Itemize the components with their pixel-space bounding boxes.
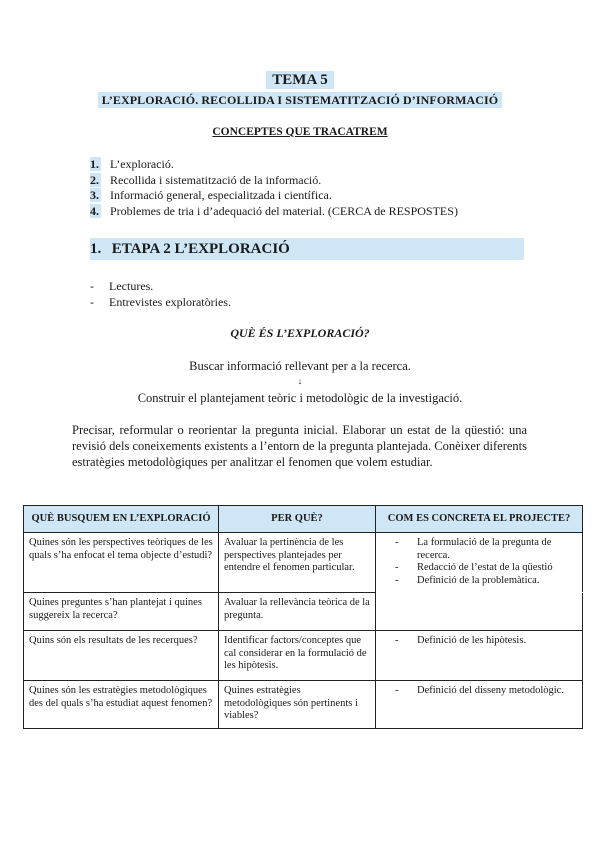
cell-list [381, 685, 577, 698]
section-question: QUÈ ÉS L’EXPLORACIÓ? [230, 326, 370, 340]
list-item-text: La formulació de la pregunta de recerca. [417, 537, 552, 561]
list-item [90, 279, 231, 295]
table-cell: Quines preguntes s’han plantejat i quines suggereix la recerca? [24, 593, 219, 631]
list-item [90, 188, 458, 204]
list-item-text: Redacció de l’estat de la qüestió [417, 562, 553, 573]
list-item: - Definició del disseny metodològic. [395, 685, 564, 696]
list-dash: - [90, 294, 94, 309]
table-row [24, 681, 583, 729]
arrow-down-icon: ↓ [297, 376, 303, 386]
list-number: 4. [90, 203, 99, 218]
list-item [90, 157, 458, 173]
list-item [90, 173, 458, 189]
list-item-text: Definició de la problemàtica. [417, 574, 540, 586]
column-header: QUÈ BUSQUEM EN L’EXPLORACIÓ [24, 506, 219, 533]
page-title [0, 72, 600, 89]
cell-list [381, 635, 577, 648]
list-dash: - [90, 279, 94, 293]
table-cell: Avaluar la rellevància teòrica de la pregunta. [219, 593, 376, 631]
table-cell [376, 533, 583, 593]
list-item-text: Informació general, especialitzada i científica. [110, 188, 332, 202]
table-row [24, 533, 583, 593]
section-number: 1. [90, 241, 102, 257]
list-number: 1. [90, 157, 99, 171]
list-item: - Definició de la problemàtica. [395, 574, 540, 586]
list-item-text: Problemes de tria i d’adequació del material. (CERCA de RESPOSTES) [110, 203, 458, 218]
table-cell: Quines són les perspectives teòriques de les quals s’ha enfocat el tema objecte d’estudi? [24, 533, 219, 593]
cell-list [381, 537, 577, 587]
list-item: - La formulació de la pregunta de recerca. [381, 537, 577, 562]
table-cell: Quines estratègies metodològiques són pertinents i viables? [219, 681, 376, 729]
list-item-text: L’exploració. [110, 157, 174, 171]
list-number: 3. [90, 188, 99, 202]
table-cell [376, 593, 583, 631]
table-cell [376, 681, 583, 729]
table-cell: Avaluar la pertinència de les perspectives plantejades per entendre el fenomen particular. [219, 533, 376, 593]
table-cell [376, 631, 583, 681]
table-cell: Quines són les estratègies metodològiques des del quals s’ha estudiat aquest fenomen? [24, 681, 219, 729]
list-item: - Redacció de l’estat de la qüestió [395, 562, 553, 573]
table-row [24, 593, 583, 631]
table-cell: Quins són els resultats de les recerques? [24, 631, 219, 681]
section-title: ETAPA 2 L’EXPLORACIÓ [111, 241, 290, 257]
concepts-heading: CONCEPTES QUE TRACATREM [212, 126, 388, 138]
table-cell: Identificar factors/conceptes que cal considerar en la formulació de les hipòtesis. [219, 631, 376, 681]
title-text: TEMA 5 [266, 71, 333, 89]
exploration-methods-list [90, 279, 231, 310]
flow-step-top: Buscar informació rellevant per a la recerca. [189, 359, 411, 373]
list-item: - Definició de les hipòtesis. [395, 635, 527, 646]
list-item-text: Recollida i sistematització de la informació. [110, 172, 322, 187]
table-header-row [24, 506, 583, 533]
subtitle-text: L’EXPLORACIÓ. RECOLLIDA I SISTEMATITZACIÓ D’INFORMACIÓ [98, 92, 502, 108]
column-header: PER QUÈ? [219, 506, 376, 533]
list-item-text: Lectures. [109, 279, 154, 293]
concepts-list [90, 157, 458, 219]
table-row [24, 631, 583, 681]
list-item [90, 295, 231, 311]
column-header: COM ES CONCRETA EL PROJECTE? [376, 506, 583, 533]
list-item-text: Definició del disseny metodològic. [417, 685, 564, 696]
list-number: 2. [90, 172, 99, 187]
flow-step-bottom: Construir el plantejament teòric i metodològic de la investigació. [137, 391, 463, 405]
exploration-table [23, 505, 583, 729]
list-item [90, 204, 458, 220]
page-subtitle [0, 93, 600, 108]
section-heading [90, 238, 524, 260]
body-paragraph: Precisar, reformular o reorientar la pregunta inicial. Elaborar un estat de la qüestió: una revisió dels coneixements existents a l’entorn de la pregunta plantejada. Conèixer diferents estratègies metodològiques per analitzar el fenomen que volem estudiar. [72, 423, 527, 469]
list-item-text: Entrevistes exploratòries. [109, 294, 231, 309]
list-item-text: Definició de les hipòtesis. [417, 635, 527, 646]
